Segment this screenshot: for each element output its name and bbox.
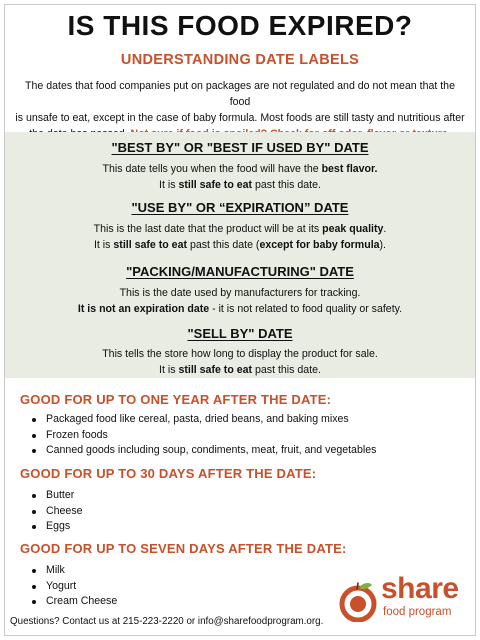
best-by-line-2-rest: past this date.: [252, 178, 321, 191]
contact-info: Questions? Contact us at 215-223-2220 or info@sharefoodprogram.org.: [10, 616, 324, 627]
packing-line-1: This is the date used by manufacturers for tracking.: [119, 287, 361, 299]
packing-heading: [0, 264, 480, 279]
packing-line-2: [10, 302, 470, 318]
use-by-line-2-mid: past this date (: [187, 238, 260, 251]
packing-line-2-rest: - it is not related to food quality or safety.: [209, 302, 403, 315]
packing-heading-text: "PACKING/MANUFACTURING" DATE: [126, 264, 354, 279]
best-flavor-emphasis: best flavor.: [321, 163, 378, 175]
list-item: Eggs: [32, 519, 83, 535]
page-subtitle: UNDERSTANDING DATE LABELS: [120, 52, 360, 68]
safe-emphasis: still safe to eat: [113, 238, 187, 251]
sell-by-line-2-rest: past this date.: [252, 363, 321, 376]
use-by-line-2: [10, 238, 470, 254]
logo-wordmark: share: [381, 572, 459, 605]
sell-by-heading-text: "SELL BY" DATE: [187, 326, 293, 341]
use-by-line-1-rest: .: [383, 223, 387, 235]
list-item: Packaged food like cereal, pasta, dried beans, and baking mixes: [32, 412, 376, 428]
baby-formula-emphasis: except for baby formula: [259, 238, 380, 251]
safe-emphasis: still safe to eat: [178, 363, 253, 376]
page-title: IS THIS FOOD EXPIRED?: [67, 10, 413, 41]
list-item: Yogurt: [32, 579, 117, 595]
not-expiration-emphasis: It is not an expiration date: [77, 302, 210, 315]
intro-line-2: is unsafe to eat, except in the case of baby formula. Most foods are still tasty and nutritious after: [15, 112, 465, 124]
sell-by-line-1: This tells the store how long to display the product for sale.: [102, 348, 378, 360]
list-item: Milk: [32, 563, 117, 579]
list-item: Cream Cheese: [32, 594, 117, 610]
best-by-line-1: [10, 162, 470, 178]
seven-days-list: [32, 563, 117, 610]
best-by-line-2-text: It is: [159, 178, 179, 191]
list-item: Cheese: [32, 504, 83, 520]
thirty-days-list: [32, 488, 83, 535]
use-by-heading: [0, 200, 480, 215]
list-item: Canned goods including soup, condiments, meat, fruit, and vegetables: [32, 443, 376, 459]
sell-by-heading: [0, 326, 480, 341]
sell-by-line-2: [10, 363, 470, 379]
use-by-line-1-text: This is the last date that the product will be at its: [93, 223, 323, 235]
use-by-description: [10, 222, 470, 253]
apple-logo-icon: [337, 580, 379, 622]
list-item: Frozen foods: [32, 428, 376, 444]
thirty-days-heading: GOOD FOR UP TO 30 DAYS AFTER THE DATE:: [20, 466, 317, 481]
use-by-line-2-text: It is: [93, 238, 114, 251]
best-by-description: [10, 162, 470, 193]
intro-line-1: The dates that food companies put on packages are not regulated and do not mean that the food: [25, 80, 455, 108]
share-logo[interactable]: [337, 572, 469, 624]
best-by-line-2: [10, 178, 470, 194]
best-by-heading-text: "BEST BY" OR "BEST IF USED BY" DATE: [111, 140, 369, 155]
list-item: Butter: [32, 488, 83, 504]
sell-by-description: [10, 347, 470, 378]
use-by-heading-text: "USE BY" OR “EXPIRATION” DATE: [131, 200, 349, 215]
use-by-line-2-rest: ).: [379, 238, 387, 251]
use-by-line-1: [10, 222, 470, 238]
best-by-line-1-text: This date tells you when the food will have the: [102, 163, 322, 175]
packing-description: [10, 286, 470, 317]
one-year-list: [32, 412, 376, 459]
logo-tagline: food program: [383, 606, 452, 618]
best-by-heading: [0, 140, 480, 155]
seven-days-heading: GOOD FOR UP TO SEVEN DAYS AFTER THE DATE:: [20, 541, 347, 556]
peak-quality-emphasis: peak quality: [322, 223, 384, 235]
sell-by-line-2-text: It is: [159, 363, 179, 376]
safe-emphasis: still safe to eat: [178, 178, 253, 191]
one-year-heading: GOOD FOR UP TO ONE YEAR AFTER THE DATE:: [20, 392, 332, 407]
